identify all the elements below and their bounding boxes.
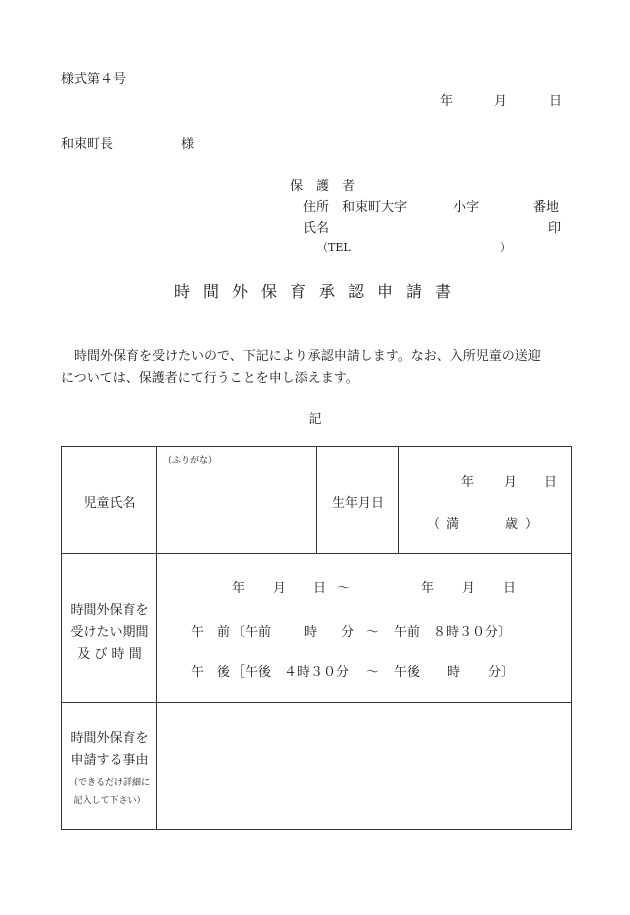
reason-label-cell <box>62 703 157 830</box>
date-month-label: 月 <box>494 94 508 109</box>
am-label: 午 前 <box>191 625 231 640</box>
guardian-seal-label: 印 <box>548 221 562 236</box>
period-start-day: 日 <box>313 581 327 596</box>
reason-field[interactable] <box>157 703 572 830</box>
application-table <box>61 446 572 830</box>
guardian-tel-close: ） <box>500 241 511 254</box>
period-start-year: 年 <box>232 581 246 596</box>
pm-hour-label: 時 <box>447 665 461 680</box>
am-minute-label: 分 <box>341 625 355 640</box>
period-tilde: ～ <box>337 581 351 596</box>
guardian-label: 保 護 者 <box>290 179 356 194</box>
birthdate-field[interactable] <box>399 447 572 554</box>
birthdate-label: 生年月日 <box>331 496 384 511</box>
am-end-time: 午前 ８時３０分〕 <box>394 625 512 640</box>
child-row <box>62 447 572 554</box>
age-full-label: 満 <box>446 517 460 532</box>
guardian-banchi-label: 番地 <box>533 200 560 215</box>
birth-month-label: 月 <box>504 475 518 490</box>
birth-day-label: 日 <box>544 475 558 490</box>
period-end-day: 日 <box>503 581 517 596</box>
guardian-koaza-label: 小字 <box>453 200 480 215</box>
child-name-label-cell <box>62 447 157 554</box>
guardian-name-label: 氏名 <box>303 221 330 236</box>
period-label-3: 及 び 時 間 <box>77 647 142 662</box>
period-label-1: 時間外保育を <box>70 603 149 618</box>
age-open: （ <box>427 517 441 532</box>
pm-minute-label: 分〕 <box>488 665 515 680</box>
reason-row <box>62 703 572 830</box>
period-end-month: 月 <box>462 581 476 596</box>
pm-tilde: ～ <box>366 665 380 680</box>
age-close: ） <box>525 517 539 532</box>
child-name-field[interactable] <box>157 447 317 554</box>
am-tilde: ～ <box>366 625 380 640</box>
pm-range-open: ［午後 ４時３０分 <box>232 665 350 680</box>
am-range-open: 〔午前 <box>232 625 272 640</box>
furigana-label: （ふりがな） <box>163 456 218 466</box>
reason-label-1: 時間外保育を <box>70 731 149 746</box>
date-year-label: 年 <box>440 94 454 109</box>
period-end-year: 年 <box>421 581 435 596</box>
reason-note-2: 記入して下さい） <box>73 796 146 806</box>
period-field[interactable] <box>157 554 572 703</box>
date-day-label: 日 <box>549 94 563 109</box>
reason-note-1: （できるだけ詳細に <box>68 778 150 788</box>
body-line-1: 時間外保育を受けたいので、下記により承認申請します。なお、入所児童の送迎 <box>61 349 541 364</box>
guardian-tel-open: （TEL <box>317 241 351 254</box>
honorific: 様 <box>181 137 195 152</box>
pm-label: 午 後 <box>191 665 231 680</box>
form-number: 様式第４号 <box>61 72 127 87</box>
pm-end-open: 午後 <box>394 665 421 680</box>
reason-label-2: 申請する事由 <box>70 753 149 768</box>
addressee: 和束町長 <box>61 137 114 152</box>
ki-label: 記 <box>308 412 322 427</box>
period-row <box>62 554 572 703</box>
birthdate-label-cell <box>317 447 399 554</box>
body-line-2: については、保護者にて行うことを申し添えます。 <box>61 371 359 386</box>
age-unit-label: 歳 <box>505 517 519 532</box>
am-hour-label: 時 <box>304 625 318 640</box>
period-start-month: 月 <box>273 581 287 596</box>
period-label-cell <box>62 554 157 703</box>
birth-year-label: 年 <box>461 475 475 490</box>
document-title: 時間外保育承認申請書 <box>173 282 464 301</box>
guardian-address-label: 住所 和束町大字 <box>303 200 408 215</box>
period-label-2: 受けたい期間 <box>70 625 149 640</box>
child-name-label: 児童氏名 <box>83 496 136 511</box>
